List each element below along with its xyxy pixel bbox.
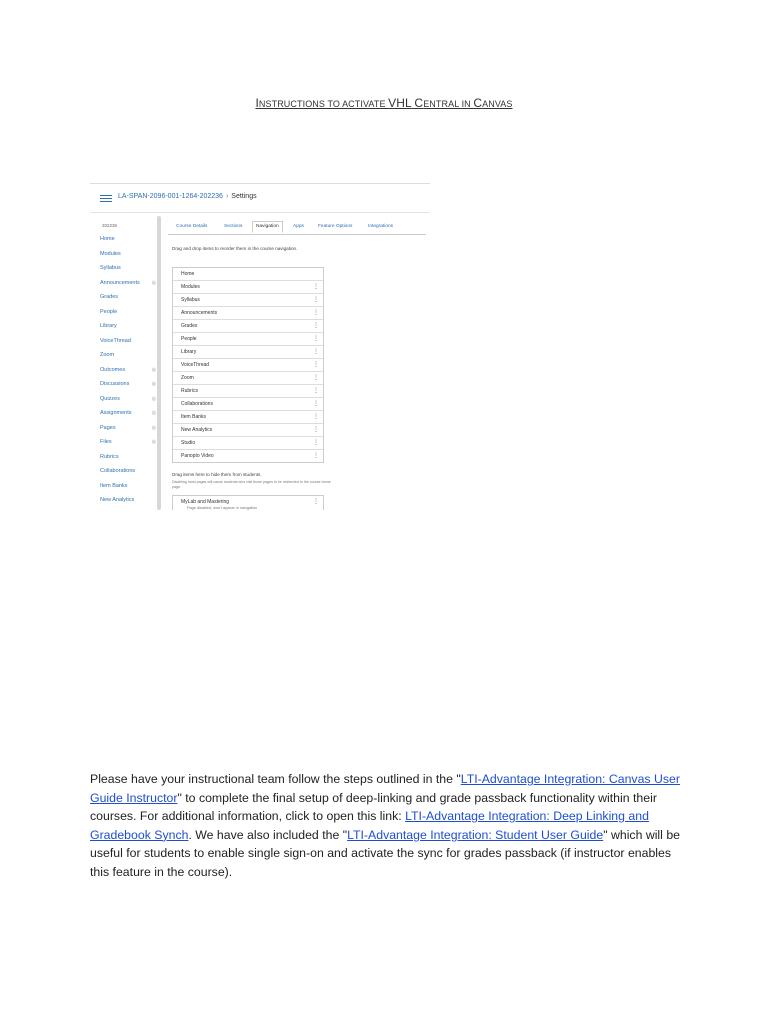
sidebar-item-quizzes[interactable] xyxy=(100,396,158,411)
sidebar-item-syllabus[interactable] xyxy=(100,265,158,280)
instructor-guide-link[interactable]: LTI-Advantage Integration: Canvas User Guide Instructor xyxy=(90,772,680,805)
sidebar-item-label: Syllabus xyxy=(100,265,121,271)
nav-row-label: Studio xyxy=(181,440,196,446)
sidebar-item-assignments[interactable] xyxy=(100,410,158,425)
nav-row-label: Grades xyxy=(181,323,198,329)
eye-off-icon: ◎ xyxy=(151,366,156,373)
sidebar-list xyxy=(100,236,158,510)
nav-row-label: People xyxy=(181,336,197,342)
sidebar-item-label: Zoom xyxy=(100,352,115,358)
breadcrumb-course[interactable]: LA-SPAN-2096-001-1264-202236 xyxy=(118,193,223,200)
sidebar-item-label: Rubrics xyxy=(100,453,119,460)
sidebar-item-zoom[interactable] xyxy=(100,352,158,367)
sidebar-item-people[interactable] xyxy=(100,309,158,324)
nav-row-label: New Analytics xyxy=(181,427,213,433)
breadcrumb-separator: › xyxy=(225,193,229,200)
nav-row[interactable] xyxy=(173,450,323,462)
nav-row-label: Panopto Video xyxy=(181,453,214,459)
nav-row[interactable] xyxy=(173,424,323,437)
tab-feature-options[interactable]: Feature Options xyxy=(318,224,353,229)
hamburger-icon[interactable] xyxy=(100,195,112,203)
sidebar-item-label: VoiceThread xyxy=(100,337,131,344)
hidden-item-label[interactable]: MyLab and Mastering xyxy=(181,499,230,505)
nav-row-label: Collaborations xyxy=(181,401,213,407)
nav-row[interactable] xyxy=(173,294,323,307)
hidden-subtext: Disabling most pages will cause students who visit those pages to be redirected to the course home page. xyxy=(172,480,331,489)
sidebar-item-discussions[interactable] xyxy=(100,381,158,396)
nav-row-label: Item Banks xyxy=(181,414,207,420)
nav-row[interactable] xyxy=(173,333,323,346)
sidebar-item-label: New Analytics xyxy=(100,497,135,503)
sidebar-item-files[interactable] xyxy=(100,439,158,454)
sidebar-item-label: Files xyxy=(100,439,112,445)
settings-main xyxy=(168,214,428,510)
sidebar-item-rubrics[interactable] xyxy=(100,454,158,469)
kebab-icon[interactable]: ⋮ xyxy=(313,453,319,459)
nav-row-label: Announcements xyxy=(181,310,218,316)
nav-row[interactable] xyxy=(173,346,323,359)
nav-row[interactable] xyxy=(173,437,323,450)
sidebar-item-item-banks[interactable] xyxy=(100,483,158,498)
nav-row-label: Home xyxy=(181,271,195,277)
kebab-icon[interactable]: ⋮ xyxy=(313,414,319,420)
kebab-icon[interactable]: ⋮ xyxy=(313,284,319,290)
nav-row[interactable] xyxy=(173,398,323,411)
sidebar-item-label: Library xyxy=(100,323,117,329)
kebab-icon[interactable]: ⋮ xyxy=(313,401,319,407)
sidebar-item-label: Outcomes xyxy=(100,366,126,373)
deep-linking-link[interactable]: LTI-Advantage Integration: Deep Linking and Gradebook Synch xyxy=(90,809,649,842)
sidebar-scrollbar[interactable] xyxy=(157,216,161,510)
title-part: VHL xyxy=(388,96,412,110)
sidebar-item-label: Collaborations xyxy=(100,468,136,474)
sidebar-item-announcements[interactable] xyxy=(100,280,158,295)
nav-row[interactable] xyxy=(173,359,323,372)
breadcrumb xyxy=(118,193,257,200)
para-text-1: Please have your instructional team follow the steps outlined in the " xyxy=(90,772,461,786)
sidebar-item-label: Assignments xyxy=(100,410,132,416)
sidebar-item-grades[interactable] xyxy=(100,294,158,309)
sidebar-item-label: Discussions xyxy=(100,381,130,387)
sidebar-item-label: Grades xyxy=(100,294,119,300)
sidebar-item-label: Modules xyxy=(100,250,121,257)
kebab-icon[interactable]: ⋮ xyxy=(313,297,319,303)
sidebar-item-outcomes[interactable] xyxy=(100,367,158,382)
course-header xyxy=(90,184,430,213)
hidden-item-subtext: Page disabled, won't appear in navigation xyxy=(187,506,258,510)
nav-row[interactable] xyxy=(173,411,323,424)
eye-off-icon: ◎ xyxy=(151,424,156,431)
nav-row-label: Zoom xyxy=(181,375,194,381)
kebab-icon[interactable]: ⋮ xyxy=(313,499,319,505)
tab-integrations[interactable]: Integrations xyxy=(368,224,394,229)
sidebar-item-pages[interactable] xyxy=(100,425,158,440)
eye-off-icon: ◎ xyxy=(151,279,156,286)
sidebar-item-label: People xyxy=(100,308,118,315)
nav-helper-text: Drag and drop items to reorder them in the course navigation. xyxy=(172,246,298,251)
sidebar-item-label: Quizzes xyxy=(100,395,120,402)
kebab-icon[interactable]: ⋮ xyxy=(313,375,319,381)
nav-row[interactable] xyxy=(173,268,323,281)
kebab-icon[interactable]: ⋮ xyxy=(313,362,319,368)
eye-off-icon: ◎ xyxy=(151,395,156,402)
para-text-2: " to complete the final setup of deep-linking and grade passback functionality within their courses. For additional information, click to open this link: xyxy=(90,790,657,824)
nav-row[interactable] xyxy=(173,320,323,333)
title-part: C xyxy=(473,96,483,110)
nav-row[interactable] xyxy=(173,307,323,320)
sidebar-item-new-analytics[interactable] xyxy=(100,497,158,510)
nav-row-label: Modules xyxy=(181,284,200,290)
sidebar-item-library[interactable] xyxy=(100,323,158,338)
para-text-3: . We have also included the " xyxy=(188,827,348,842)
student-guide-link[interactable]: LTI-Advantage Integration: Student User Guide xyxy=(347,827,604,842)
para-text-4: " which will be useful for students to enable single sign-on and activate the sync for grades passback (if instructor enables this feature in the course). xyxy=(90,827,680,879)
sidebar-item-voicethread[interactable] xyxy=(100,338,158,353)
tab-apps[interactable]: Apps xyxy=(293,224,304,229)
tab-sections[interactable]: Sections xyxy=(224,224,243,229)
kebab-icon[interactable]: ⋮ xyxy=(313,427,319,433)
nav-row-label: VoiceThread xyxy=(181,362,210,368)
tab-course-details[interactable]: Course Details xyxy=(176,224,208,229)
title-part: C xyxy=(414,96,424,110)
sidebar-item-label: Home xyxy=(100,236,115,242)
title-part: NSTRUCTIONS TO ACTIVATE xyxy=(258,99,389,109)
kebab-icon[interactable]: ⋮ xyxy=(313,440,319,446)
nav-row-label: Library xyxy=(181,349,197,355)
nav-row-label: Rubrics xyxy=(181,388,198,394)
sidebar-item-label: Pages xyxy=(100,424,116,431)
settings-tabs xyxy=(168,221,426,235)
sidebar-item-label: Item Banks xyxy=(100,482,128,489)
kebab-icon[interactable]: ⋮ xyxy=(313,310,319,316)
nav-row-label: Syllabus xyxy=(181,297,200,303)
navigation-list xyxy=(172,267,324,463)
kebab-icon[interactable]: ⋮ xyxy=(313,388,319,394)
tab-navigation[interactable]: Navigation xyxy=(252,221,283,233)
hidden-helper-text: Drag items here to hide them from students. xyxy=(172,472,262,477)
breadcrumb-current: Settings xyxy=(231,193,257,200)
title-part: I xyxy=(255,96,259,110)
sidebar-item-home[interactable] xyxy=(100,236,158,251)
eye-off-icon: ◎ xyxy=(151,410,156,416)
title-part: ANVAS xyxy=(482,99,513,109)
title-part: ENTRAL IN xyxy=(423,99,474,109)
nav-row[interactable] xyxy=(173,372,323,385)
nav-row[interactable] xyxy=(173,281,323,294)
nav-row[interactable] xyxy=(173,385,323,398)
instructions-paragraph xyxy=(90,770,690,882)
kebab-icon[interactable]: ⋮ xyxy=(313,349,319,355)
sidebar-item-modules[interactable] xyxy=(100,251,158,266)
sidebar-item-collaborations[interactable] xyxy=(100,468,158,483)
document-title xyxy=(0,96,768,110)
sidebar-item-label: Announcements xyxy=(100,279,140,286)
kebab-icon[interactable]: ⋮ xyxy=(313,323,319,329)
canvas-settings-screenshot xyxy=(90,183,430,510)
hidden-items-list xyxy=(172,495,324,510)
kebab-icon[interactable]: ⋮ xyxy=(313,336,319,342)
course-sidebar xyxy=(90,214,160,510)
term-label: 202236 xyxy=(102,223,118,228)
eye-off-icon: ◎ xyxy=(151,439,156,445)
eye-off-icon: ◎ xyxy=(151,381,156,387)
